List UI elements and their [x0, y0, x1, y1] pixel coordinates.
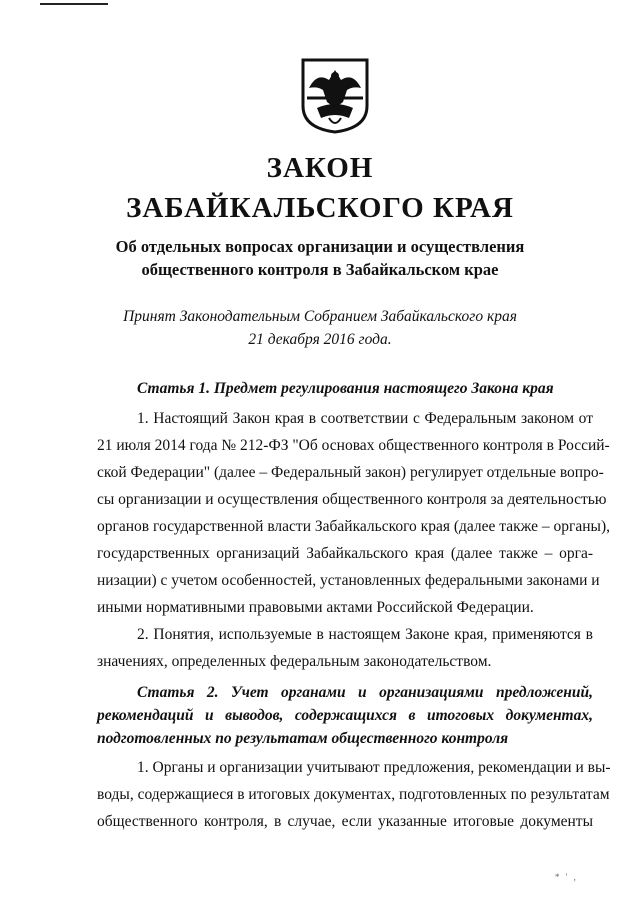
paragraph-line: значениях, определенных федеральным законодательством.	[97, 653, 492, 670]
paragraph-line: общественного контроля, в случае, если указанные итоговые документы	[97, 813, 593, 830]
law-title: ЗАКОН	[266, 152, 374, 184]
paragraph-line: ской Федерации" (далее – Федеральный закон) регулирует отдельные вопро-	[97, 464, 604, 481]
paragraph-line: сы организации и осуществления общественного контроля за деятельностью	[97, 491, 607, 508]
article-2-heading: рекомендаций и выводов, содержащихся в итоговых документах,	[97, 707, 593, 724]
top-rule	[40, 3, 108, 5]
paragraph-line: 1. Органы и организации учитывают предложения, рекомендации и вы-	[137, 759, 611, 776]
article-2-heading: подготовленных по результатам общественного контроля	[97, 730, 509, 747]
paragraph-line: 1. Настоящий Закон края в соответствии с Федеральным законом от	[137, 410, 593, 427]
law-subtitle-line: общественного контроля в Забайкальском крае	[141, 260, 499, 279]
scan-marks: * ' ,	[555, 872, 578, 882]
paragraph-line: 2. Понятия, используемые в настоящем Законе края, применяются в	[137, 626, 593, 643]
paragraph-line: органов государственной власти Забайкальского края (далее также – органы),	[97, 518, 610, 535]
article-2-heading: Статья 2. Учет органами и организациями предложений,	[137, 684, 593, 701]
paragraph-line: воды, содержащиеся в итоговых документах, подготовленных по результатам	[97, 786, 610, 803]
adoption-note: Принят Законодательным Собранием Забайкальского края	[123, 308, 517, 325]
law-subtitle-line: Об отдельных вопросах организации и осуществления	[115, 237, 525, 256]
paragraph-line: низации) с учетом особенностей, установленных федеральными законами и	[97, 572, 600, 589]
coat-of-arms-emblem	[299, 58, 371, 134]
law-region-title: ЗАБАЙКАЛЬСКОГО КРАЯ	[126, 192, 514, 224]
adoption-date: 21 декабря 2016 года.	[248, 331, 392, 348]
article-1-heading: Статья 1. Предмет регулирования настоящего Закона края	[137, 380, 554, 397]
paragraph-line: государственных организаций Забайкальского края (далее также – орга-	[97, 545, 593, 562]
paragraph-line: иными нормативными правовыми актами Российской Федерации.	[97, 599, 534, 616]
paragraph-line: 21 июля 2014 года № 212-ФЗ "Об основах общественного контроля в Россий-	[97, 437, 610, 454]
